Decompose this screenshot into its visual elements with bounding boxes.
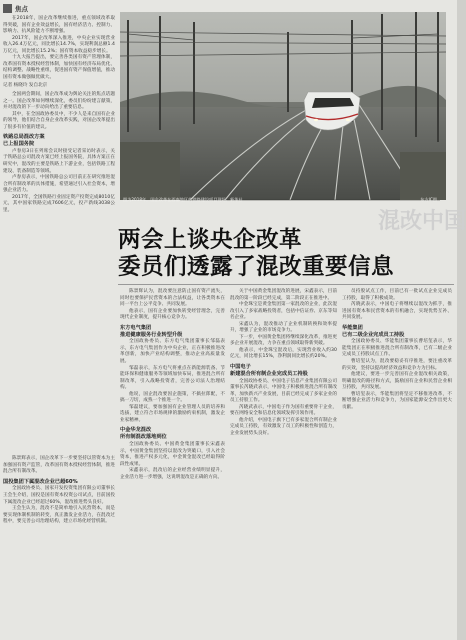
paragraph: 全国政协委员、华能集团董事长曹培玺表示，华能集团正在积极推进混合所有制改革，已有二级企业完成员工持股试点工作。 [342,339,452,358]
paragraph: 2017年，全国铁路行业固定资产投资完成8010亿元，其中国家铁路完成7606亿元，投产新线3038公里。 [3,194,115,213]
paragraph: 2017年，国企改革深入推进，中央企业实现营业收入26.4万亿元，同比增长14.7%，实现利润总额1.4万亿元，同比增长15.2%；国有资本收益稳步增长。 [3,35,115,54]
paragraph: 邹磊表示，东方电气将重点在新能源装备、节能环保和健康服务等领域加快布局，推进混合所有制改革，引入战略投资者，完善公司法人治理结构。 [120,365,225,391]
subheading-line: 东方电气集团 [120,324,152,331]
headline-line-1: 两会上谈央企改革 [118,227,303,253]
photo-caption-text: 图为2018年，国企改革在西南地区的铁路建设项目现场。新华社 [123,197,243,202]
subheading-line: 已有二级企业完成员工持股 [342,331,405,338]
photo-caption [123,195,443,204]
byline: 记者 杨晓玲 发自北京 [3,83,48,89]
paragraph: 芮晓武表示，中国电子作为国有重要骨干企业，要在网络安全和信息化领域发挥引领作用。 [230,404,337,417]
paragraph: 他表示，国有企业要加快转变经营理念，完善现代企业制度，提升核心竞争力。 [120,308,225,321]
subheading [120,427,225,441]
photo-credit: 东方IC图 [420,197,437,202]
paragraph: 陈景辉表示，国企改革下一步要坚持以管资本为主加强国有资产监管，改革国有资本授权经营体制，推进混合所有制改革。 [3,456,115,475]
subheading: 国投集团下属混改企业已超60% [3,478,78,485]
paragraph: 全国政协委员、中国黄金集团董事长宋鑫表示，中国黄金集团坚持以混改为突破口，引入社会资本，推进产权多元化，中金黄金混改已经取得阶段性成果。 [120,442,225,467]
section-tag-square-icon [3,4,12,13]
left-column-bottom [3,456,115,638]
paragraph: 宋鑫认为，混改推动了企业机制转换和效率提升，增强了企业的市场竞争力。 [230,321,337,334]
paragraph: 宋鑫表示，混改后的企业经营业绩明显提升，企业活力进一步增强，这说明混改是正确的方向。 [120,468,225,480]
paragraph: 中金珠宝是黄金集团第一家混改的企业，此次混改引入了多家战略投资者，包括中信证券、京东等知名企业。 [230,302,337,321]
subheading-line: 已上报国务院 [3,141,35,148]
subheading-line: 所有制混改落地到位 [120,434,167,441]
paragraph: 全国政协委员、东方电气集团董事长邹磊表示，东方电气集团作为中央企业，正在积极推进改革创新，加快产业结构调整，推动企业高质量发展。 [120,339,225,364]
paragraph: 全国政协委员、中国电子信息产业集团有限公司董事长芮晓武表示，中国电子积极推进混合所有制改革，加快新兴产业发展，目前已经完成了多家企业的员工持股工作。 [230,378,337,404]
divider [118,284,454,285]
paragraph: 关于中国黄金集团混改的进展，宋鑫表示，目前混改的第一阶段已经完成，第二阶段正在推进中。 [230,289,337,301]
middle-column [120,289,225,638]
subheading [342,325,452,339]
headline [118,227,418,281]
subheading [120,325,225,339]
paragraph: 陈景辉认为，混改要注意防止国有资产流失，同时也要保护民营资本的合法权益，让各类资本在同一平台上公平竞争、共同发展。 [120,289,225,308]
paragraph: 曹培玺认为，混改要稳妥有序推进，要注重改革的实效，坚持以提高经济效益和竞争力为目标。 [342,358,452,371]
bleed-through-text: 混改中国 [378,208,466,234]
paragraph: 他介绍，中国电子旗下已有多家混合所有制企业完成员工持股，有效激发了员工的积极性和创造力，企业发展势头良好。 [230,417,337,436]
headline-line-2: 委员们透露了混改重要信息 [118,254,395,280]
paragraph: 其中，在全国政协委员中，不少人是来自国有企业的领导，他们结合自身企业改革实践，对国企改革提出了很多有价值的建议。 [3,111,115,130]
train-photo [120,12,446,200]
subheading-line: 铁路总局混改方案 [3,134,45,141]
far-right-column [342,289,452,638]
paragraph: 全国政协委员、国家开发投资集团有限公司董事长王会生介绍，国投是国有资本投资公司试点，目前国投下属混改企业已经超过60%，混改推进势头良好。 [3,486,115,505]
paragraph: 在2018年，国企改革继续推进，重点领域改革取得突破，国有企业效益增长，国有经济活力、控制力、影响力、抗风险能力不断增强。 [3,16,115,35]
paragraph: 芮晓武表示，中国电子将继续以混改为抓手，推进国有资本和民营资本的有机融合，实现优势互补、共同发展。 [342,302,452,321]
section-tag [3,3,45,14]
subheading-line: 推进健康服务行业转型升级 [120,331,183,338]
right-column [230,289,337,638]
subheading-line: 新建混合所有制企业完成员工持股 [230,370,308,377]
paragraph: 邹磊建议，要加强国有企业管理人员的培养和选拔，建立符合市场规律的激励约束机制，激发企业家精神。 [120,404,225,423]
paragraph: 全国两会期间，国企改革成为舆论关注的焦点话题之一。国企改革如何继续深化，委员们纷纷建言献策，并对混改的下一步动向给出了重要信息。 [3,92,115,111]
paragraph: 曹培玺表示，华能集团将坚定不移推进改革，不断增强企业活力和竞争力，为国家能源安全作出更大贡献。 [342,391,452,410]
paragraph: 他表示，中金珠宝混改后，实现营业收入约30亿元，同比增长15%，净利润同比增长约20%。 [230,347,337,360]
paragraph: 卢春房3日在列席会议时接受记者采访时表示，关于铁路总公司混改方案已经上报国务院，具体方案正在研究中，混改的主要是铁路上下游企业，包括铁路工程建设、装备制造等领域。 [3,148,115,174]
paragraph: 下一步，中国黄金集团将继续深化改革，推进更多企业开展混改，力争在重点领域取得新突破。 [230,334,337,347]
paragraph: 王会生认为，混改不是简单地引入民营资本，而是要实现体制机制的转变，真正激发企业活力，在混改过程中，要完善公司治理结构，建立市场化经营机制。 [3,506,115,525]
subheading [230,364,337,378]
paragraph: 十九大报告提出，要完善各类国有资产管理体制，改革国有资本授权经营体制，加快国有经济布局优化、结构调整、战略性重组，促进国有资产保值增值，推动国有资本做强做优做大。 [3,55,115,80]
paragraph: 他建议，要进一步完善国有企业混改相关政策，明确混改的路径和方式，鼓励国有企业和民营企业相互持股，共同发展。 [342,372,452,391]
subheading-line: 中国电子 [230,364,251,371]
high-speed-train-illustration [120,12,446,200]
paragraph: 员持股试点工作，目前已有一批试点企业完成员工持股，取得了积极成效。 [342,289,452,301]
subheading-line: 华能集团 [342,324,363,331]
paragraph: 他说，国企混改要因企施策，不搞拉郎配，不搞一刀切，成熟一个推进一个。 [120,391,225,404]
subheading-line: 中金华龙混改 [120,427,152,434]
paragraph: 卢春房表示，中国铁路总公司目前正在研究推进混合所有制改革的具体措施，希望通过引入社会资本，增强企业活力。 [3,175,115,194]
subheading [3,134,115,148]
section-tag-label: 焦点 [15,5,28,13]
left-column [3,16,115,456]
